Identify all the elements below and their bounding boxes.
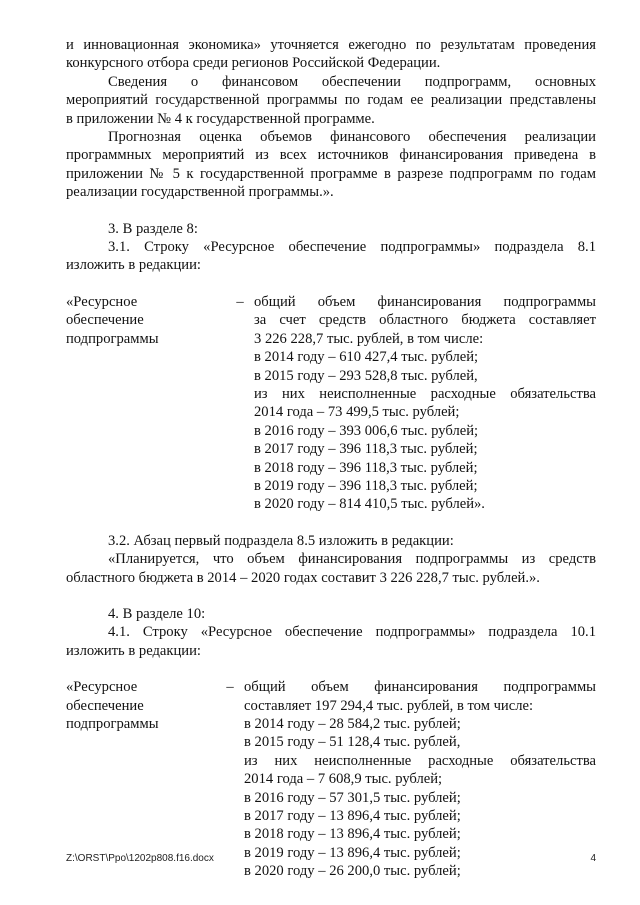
- resource-label: «Ресурсное обеспечение подпрограммы: [66, 679, 159, 732]
- section8-quote-line-2: областного бюджета в 2014 – 2020 годах составит 3 226 228,7 тыс. рублей.».: [66, 569, 540, 586]
- resource-dash: –: [226, 679, 234, 696]
- para2-line-3: в приложении № 4 к государственной программе.: [66, 110, 375, 127]
- section8-item-line-2: изложить в редакции:: [66, 257, 201, 274]
- para3-line-3: приложении № 5 к государственной программе в разрезе подпрограмм по годам: [66, 165, 596, 182]
- page-footer: [66, 853, 596, 864]
- para2-line-1: Сведения о финансовом обеспечении подпрограмм, основных: [108, 73, 596, 90]
- section8-heading: 3. В разделе 8:: [108, 220, 198, 237]
- resource-values: общий объем финансирования подпрограммы за счет средств областного бюджета составляет 3 226 228,7 тыс. рублей, в том числе: в 2014 году – 610 427,4 тыс. рублей; в 2015 году – 293 528,8 тыс. рублей, из них неисполненные расходные обязательства 2014 года – 73 499,5 тыс. рублей; в 2016 году – 393 006,6 тыс. рублей; в 2017 году – 396 118,3 тыс. рублей; в 2018 году – 396 118,3 тыс. рублей; в 2019 году – 396 118,3 тыс. рублей; в 2020 году – 814 410,5 тыс. рублей».: [254, 293, 596, 513]
- page-number: 4: [590, 853, 596, 864]
- resource-dash: –: [236, 293, 244, 310]
- section8-resource-table: [66, 293, 596, 514]
- section8-quote-line-1: «Планируется, что объем финансирования подпрограммы из средств: [108, 551, 596, 568]
- document-page: [66, 36, 596, 881]
- section10-resource-table: [66, 678, 596, 880]
- intro-line-1: и инновационная экономика» уточняется ежегодно по результатам проведения: [66, 37, 596, 53]
- para3-line-1: Прогнозная оценка объемов финансового обеспечения реализации: [108, 129, 596, 146]
- resource-values: общий объем финансирования подпрограммы составляет 197 294,4 тыс. рублей, в том числе: в 2014 году – 28 584,2 тыс. рублей; в 2015 году – 51 128,4 тыс. рублей, из них неисполненные расходные обязательства 2014 года – 7 608,9 тыс. рублей; в 2016 году – 57 301,5 тыс. рублей; в 2017 году – 13 896,4 тыс. рублей; в 2018 году – 13 896,4 тыс. рублей; в 2019 году – 13 896,4 тыс. рублей; в 2020 году – 26 200,0 тыс. рублей;: [244, 679, 596, 880]
- section8-item-line-1: 3.1. Строку «Ресурсное обеспечение подпрограммы» подраздела 8.1: [108, 239, 596, 256]
- file-path: Z:\ORST\Ppo\1202p808.f16.docx: [66, 853, 214, 864]
- section8-item32: 3.2. Абзац первый подраздела 8.5 изложить в редакции:: [108, 532, 454, 549]
- section10-item-line-1: 4.1. Строку «Ресурсное обеспечение подпрограммы» подраздела 10.1: [108, 624, 596, 641]
- intro-line-2: конкурсного отбора среди регионов Российской Федерации.: [66, 55, 441, 72]
- resource-label: «Ресурсное обеспечение подпрограммы: [66, 293, 159, 347]
- para3-line-4: реализации государственной программы.».: [66, 184, 334, 201]
- para2-line-2: мероприятий государственной программы по годам ее реализации представлены: [66, 92, 596, 109]
- para3-line-2: программных мероприятий из всех источников финансирования приведена в: [66, 147, 596, 164]
- section10-heading: 4. В разделе 10:: [108, 605, 206, 622]
- section10-item-line-2: изложить в редакции:: [66, 642, 201, 659]
